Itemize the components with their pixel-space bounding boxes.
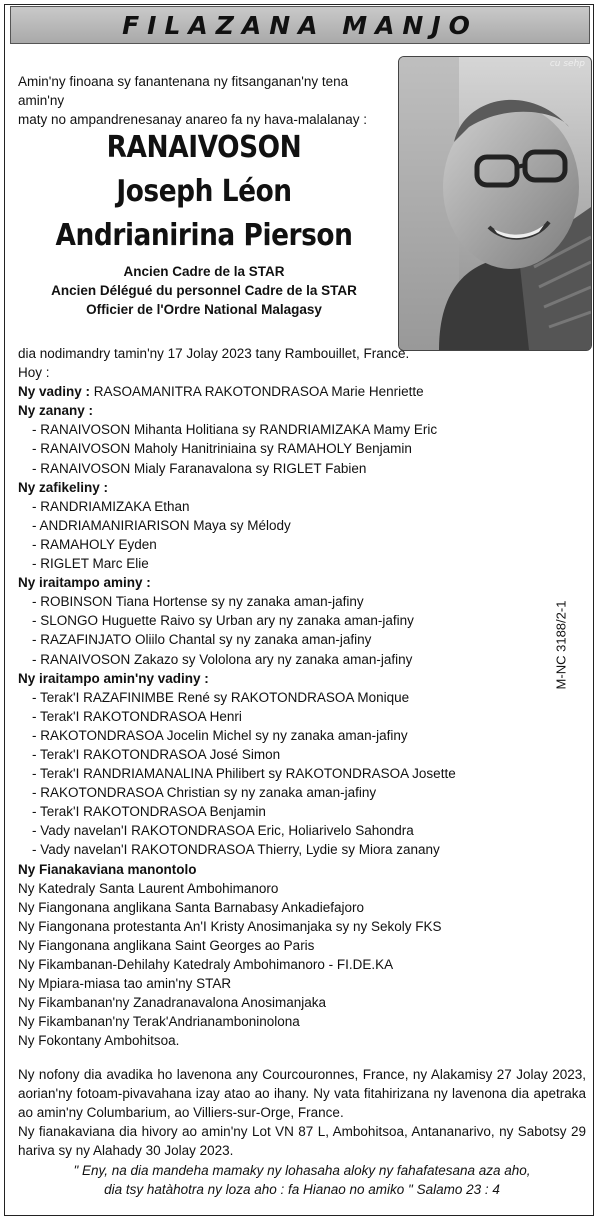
intro-line-2: maty no ampandrenesanay anareo fa ny hava-malalanay : <box>18 112 367 127</box>
list-item: - ROBINSON Tiana Hortense sy ny zanaka aman-jafiny <box>32 594 364 610</box>
list-item: - Terak'I RANDRIAMANALINA Philibert sy RAKOTONDRASOA Josette <box>32 766 456 782</box>
hoy-line: Hoy : <box>18 365 50 381</box>
gathering-paragraph: Ny fianakaviana dia hivory ao amin'ny Lot VN 87 L, Ambohitsoa, Antananarivo, ny Sabotsy 29 hariva sy ny Alahady 30 Jolay 2023. <box>18 1124 586 1158</box>
deceased-given-names-1: Joseph Léon <box>116 174 292 209</box>
section-label-siblings: Ny iraitampo aminy : <box>18 575 151 591</box>
list-item: - Terak'I RAKOTONDRASOA José Simon <box>32 746 281 762</box>
widow-line <box>18 382 586 401</box>
photo-watermark: cu sehp <box>549 59 585 69</box>
list-item: - RIGLET Marc Elie <box>32 556 149 572</box>
side-reference-code: M-NC 3188/2-1 <box>553 600 569 690</box>
list-item: - SLONGO Huguette Raivo sy Urban ary ny zanaka aman-jafiny <box>32 613 414 629</box>
list-item: - ANDRIAMANIRIARISON Maya sy Mélody <box>32 517 291 533</box>
list-item: Ny Fiangonana protestanta An'I Kristy Anosimanjaka sy ny Sekoly FKS <box>18 918 442 934</box>
list-item: - Terak'I RAZAFINIMBE René sy RAKOTONDRASOA Monique <box>32 689 410 705</box>
widow-name: RASOAMANITRA RAKOTONDRASOA Marie Henriette <box>90 384 424 400</box>
intro-text <box>18 72 390 129</box>
portrait-photo <box>398 56 592 351</box>
list-item: - RANAIVOSON Zakazo sy Vololona ary ny zanaka aman-jafiny <box>32 651 413 667</box>
list-item: - Vady navelan'I RAKOTONDRASOA Eric, Holiarivelo Sahondra <box>32 823 414 839</box>
closing-text <box>18 1065 586 1160</box>
list-item: - RANAIVOSON Maholy Hanitriniaina sy RAMAHOLY Benjamin <box>32 441 412 457</box>
cremation-paragraph: Ny nofony dia avadika ho lavenona any Courcouronnes, France, ny Alakamisy 27 Jolay 2023, aorian'ny fotoam-pivavahana izay atao ao ihany. Ny vata fitahirizana ny lavenona dia apetraka ao amin'ny Columbarium, ao Villiers-sur-Orge, France. <box>18 1067 586 1120</box>
title-line: Ancien Délégué du personnel Cadre de la STAR <box>51 283 357 298</box>
list-item: Ny Katedraly Santa Laurent Ambohimanoro <box>18 880 279 896</box>
list-item: - RANAIVOSON Mihanta Holitiana sy RANDRIAMIZAKA Mamy Eric <box>32 422 438 438</box>
list-item: - RAKOTONDRASOA Christian sy ny zanaka aman-jafiny <box>32 785 377 801</box>
widow-label: Ny vadiny : <box>18 384 91 400</box>
title-line: Officier de l'Ordre National Malagasy <box>86 302 322 317</box>
title-line: Ancien Cadre de la STAR <box>123 264 285 279</box>
bible-quote <box>18 1161 586 1199</box>
list-item: Ny Fikambanan'ny Zanadranavalona Anosimanjaka <box>18 995 327 1011</box>
list-item: - RANDRIAMIZAKA Ethan <box>32 498 190 514</box>
list-item: - Terak'I RAKOTONDRASOA Henri <box>32 708 242 724</box>
section-label-family: Ny Fianakaviana manontolo <box>18 861 197 877</box>
list-item: Ny Fiangonana anglikana Saint Georges ao Paris <box>18 937 315 953</box>
section-label-grandchildren: Ny zafikeliny : <box>18 479 109 495</box>
header-title: FILAZANA MANJO <box>122 10 478 40</box>
list-item: - RAZAFINJATO Oliilo Chantal sy ny zanaka aman-jafiny <box>32 632 372 648</box>
announcement-body <box>18 344 586 1050</box>
list-item: Ny Fikambanan-Dehilahy Katedraly Ambohimanoro - FI.DE.KA <box>18 957 394 972</box>
section-label-in-laws: Ny iraitampo amin'ny vadiny : <box>18 670 209 686</box>
portrait-image <box>399 57 591 350</box>
deceased-given-names-2: Andrianirina Pierson <box>55 218 353 253</box>
list-item: - RAKOTONDRASOA Jocelin Michel sy ny zanaka aman-jafiny <box>32 727 408 743</box>
deceased-surname: RANAIVOSON <box>106 130 302 165</box>
intro-line-1: Amin'ny finoana sy fanantenana ny fitsanganan'ny tena amin'ny <box>18 74 349 108</box>
list-item: - RANAIVOSON Mialy Faranavalona sy RIGLET Fabien <box>32 460 367 476</box>
quote-line-1: " Eny, na dia mandeha mamaky ny lohasaha aloky ny fahafatesana aza aho, <box>73 1163 531 1178</box>
list-item: - Vady navelan'I RAKOTONDRASOA Thierry, Lydie sy Miora zanany <box>32 842 440 858</box>
list-item: - Terak'I RAKOTONDRASOA Benjamin <box>32 804 266 820</box>
list-item: - RAMAHOLY Eyden <box>32 536 157 552</box>
list-item: Ny Fikambanan'ny Terak'Andrianamboninolona <box>18 1014 300 1030</box>
header-banner <box>10 6 590 44</box>
list-item: Ny Fokontany Ambohitsoa. <box>18 1033 180 1049</box>
deceased-titles <box>18 262 390 319</box>
list-item: Ny Mpiara-miasa tao amin'ny STAR <box>18 976 232 992</box>
quote-line-2: dia tsy hatàhotra ny loza aho : fa Hianao no amiko " Salamo 23 : 4 <box>104 1182 500 1197</box>
list-item: Ny Fiangonana anglikana Santa Barnabasy Ankadiefajoro <box>18 899 364 915</box>
section-label-children: Ny zanany : <box>18 403 94 419</box>
death-line: dia nodimandry tamin'ny 17 Jolay 2023 tany Rambouillet, France. <box>18 346 410 361</box>
